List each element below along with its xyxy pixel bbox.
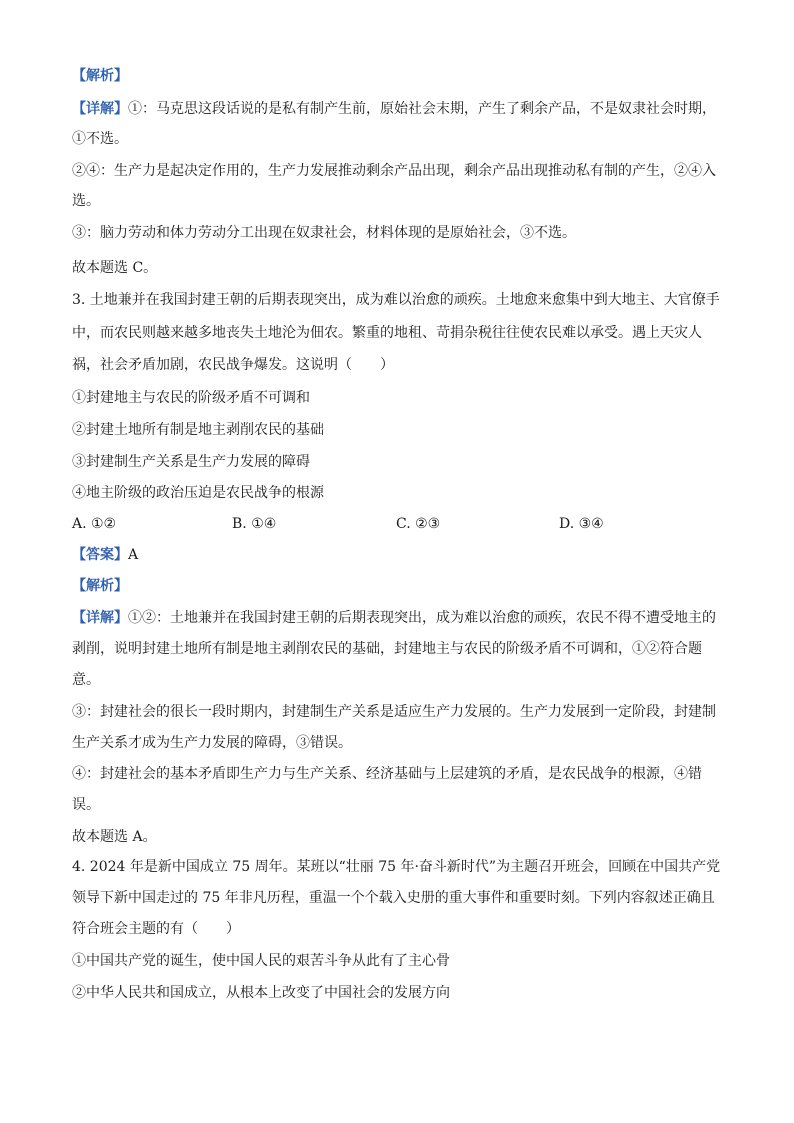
detail-line [72, 99, 722, 119]
question-stem: 3. 土地兼并在我国封建王朝的后期表现突出，成为难以治愈的顽疾。土地愈来愈集中到大地主、大官僚手 [72, 292, 720, 308]
question-stem: 祸，社会矛盾加剧，农民战争爆发。这说明（ ） [72, 357, 394, 373]
detail-line: ②④：生产力是起决定作用的，生产力发展推动剩余产品出现，剩余产品出现推动私有制的产生，②④入 [72, 163, 716, 179]
detail-line: 意。 [72, 672, 100, 688]
conclusion: 故本题选 A。 [72, 829, 157, 845]
statement-2: ②封建土地所有制是地主剥削农民的基础 [72, 422, 324, 438]
statement-1: ①中国共产党的诞生，使中国人民的艰苦斗争从此有了主心骨 [72, 953, 450, 969]
detail-tag: 【详解】 [72, 101, 128, 117]
detail-line: 剥削，说明封建土地所有制是地主剥削农民的基础，封建地主与农民的阶级矛盾不可调和，①②符合题 [72, 641, 702, 657]
analysis-heading [72, 66, 722, 86]
question-stem: 符合班会主题的有（ ） [72, 921, 240, 937]
question-stem: 4. 2024 年是新中国成立 75 周年。某班以“壮丽 75 年·奋斗新时代”为主题召开班会，回顾在中国共产党 [72, 859, 721, 875]
detail-line: 误。 [72, 797, 100, 813]
detail-line: 生产关系才成为生产力发展的障碍，③错误。 [72, 735, 352, 751]
detail-text: ①②：土地兼并在我国封建王朝的后期表现突出，成为难以治愈的顽疾，农民不得不遭受地主的 [128, 610, 716, 626]
analysis-tag: 【解析】 [72, 578, 128, 594]
answer-tag: 【答案】 [72, 547, 128, 563]
option-c: C. ②③ [396, 516, 441, 532]
statement-4: ④地主阶级的政治压迫是农民战争的根源 [72, 485, 324, 501]
detail-tag: 【详解】 [72, 610, 128, 626]
analysis-tag: 【解析】 [72, 68, 128, 84]
statement-1: ①封建地主与农民的阶级矛盾不可调和 [72, 390, 310, 406]
answer-line [72, 545, 722, 565]
detail-line: 选。 [72, 193, 100, 209]
option-a: A. ①② [72, 516, 117, 532]
question-stem: 领导下新中国走过的 75 年非凡历程，重温一个个载入史册的重大事件和重要时刻。下列内容叙述正确且 [72, 890, 715, 906]
detail-line: ③：封建社会的很长一段时期内，封建制生产关系是适应生产力发展的。生产力发展到一定阶段，封建制 [72, 704, 716, 720]
detail-line: ④：封建社会的基本矛盾即生产力与生产关系、经济基础与上层建筑的矛盾，是农民战争的根源，④错 [72, 766, 702, 782]
detail-text: ①：马克思这段话说的是私有制产生前，原始社会末期，产生了剩余产品，不是奴隶社会时期， [128, 101, 716, 117]
option-d: D. ③④ [559, 516, 604, 532]
detail-line [72, 608, 722, 628]
statement-3: ③封建制生产关系是生产力发展的障碍 [72, 454, 310, 470]
conclusion: 故本题选 C。 [72, 260, 158, 276]
statement-2: ②中华人民共和国成立，从根本上改变了中国社会的发展方向 [72, 985, 450, 1001]
question-stem: 中，而农民则越来越多地丧失土地沦为佃农。繁重的地租、苛捐杂税往往使农民难以承受。遇上天灾人 [72, 325, 702, 341]
option-b: B. ①④ [232, 516, 277, 532]
analysis-heading [72, 576, 722, 596]
answer-value: A [128, 547, 139, 563]
detail-line: ③：脑力劳动和体力劳动分工出现在奴隶社会，材料体现的是原始社会，③不选。 [72, 225, 576, 241]
detail-line: ①不选。 [72, 131, 128, 147]
